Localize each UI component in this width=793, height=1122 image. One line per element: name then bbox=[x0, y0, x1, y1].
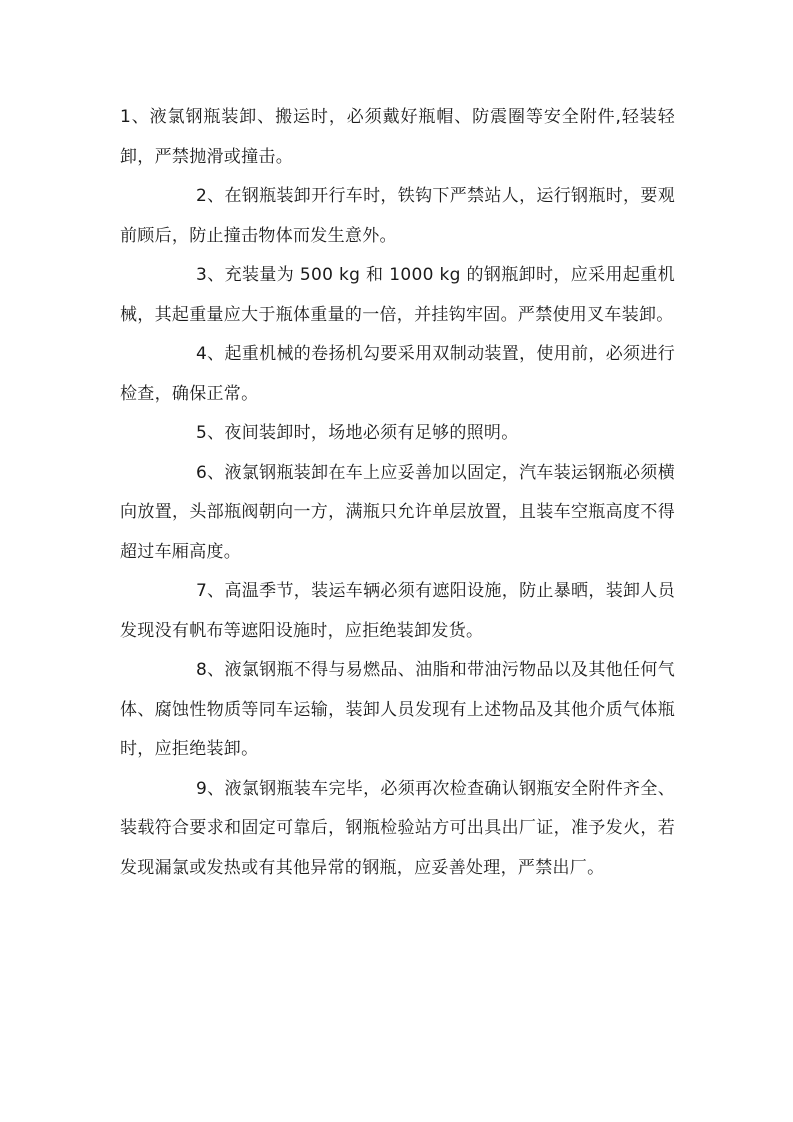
paragraph-rule-4: 4、起重机械的卷扬机勾要采用双制动装置，使用前，必须进行检查，确保正常。 bbox=[120, 344, 675, 404]
paragraph-rule-9: 9、液氯钢瓶装车完毕，必须再次检查确认钢瓶安全附件齐全、装载符合要求和固定可靠后，钢瓶检验站方可出具出厂证，准予发火，若发现漏氯或发热或有其他异常的钢瓶，应妥善处理，严禁出厂。 bbox=[120, 778, 675, 878]
paragraph-rule-5: 5、夜间装卸时，场地必须有足够的照明。 bbox=[196, 423, 519, 443]
paragraph-rule-2: 2、在钢瓶装卸开行车时，铁钩下严禁站人，运行钢瓶时，要观前顾后，防止撞击物体而发生意外。 bbox=[120, 186, 675, 246]
paragraph-rule-8: 8、液氯钢瓶不得与易燃品、油脂和带油污物品以及其他任何气体、腐蚀性物质等同车运输，装卸人员发现有上述物品及其他介质气体瓶时，应拒绝装卸。 bbox=[120, 660, 675, 759]
paragraph-rule-7: 7、高温季节，装运车辆必须有遮阳设施，防止暴晒，装卸人员发现没有帆布等遮阳设施时，应拒绝装卸发货。 bbox=[120, 581, 675, 641]
document-body bbox=[120, 98, 675, 888]
paragraph-rule-6: 6、液氯钢瓶装卸在车上应妥善加以固定，汽车装运钢瓶必须横向放置，头部瓶阀朝向一方，满瓶只允许单层放置，且装车空瓶高度不得超过车厢高度。 bbox=[120, 462, 675, 562]
paragraph-rule-3: 3、充装量为 500 kg 和 1000 kg 的钢瓶卸时，应采用起重机械，其起重量应大于瓶体重量的一倍，并挂钩牢固。严禁使用叉车装卸。 bbox=[120, 265, 675, 325]
paragraph-rule-1: 1、液氯钢瓶装卸、搬运时，必须戴好瓶帽、防震圈等安全附件,轻装轻卸，严禁抛滑或撞击。 bbox=[120, 107, 675, 167]
